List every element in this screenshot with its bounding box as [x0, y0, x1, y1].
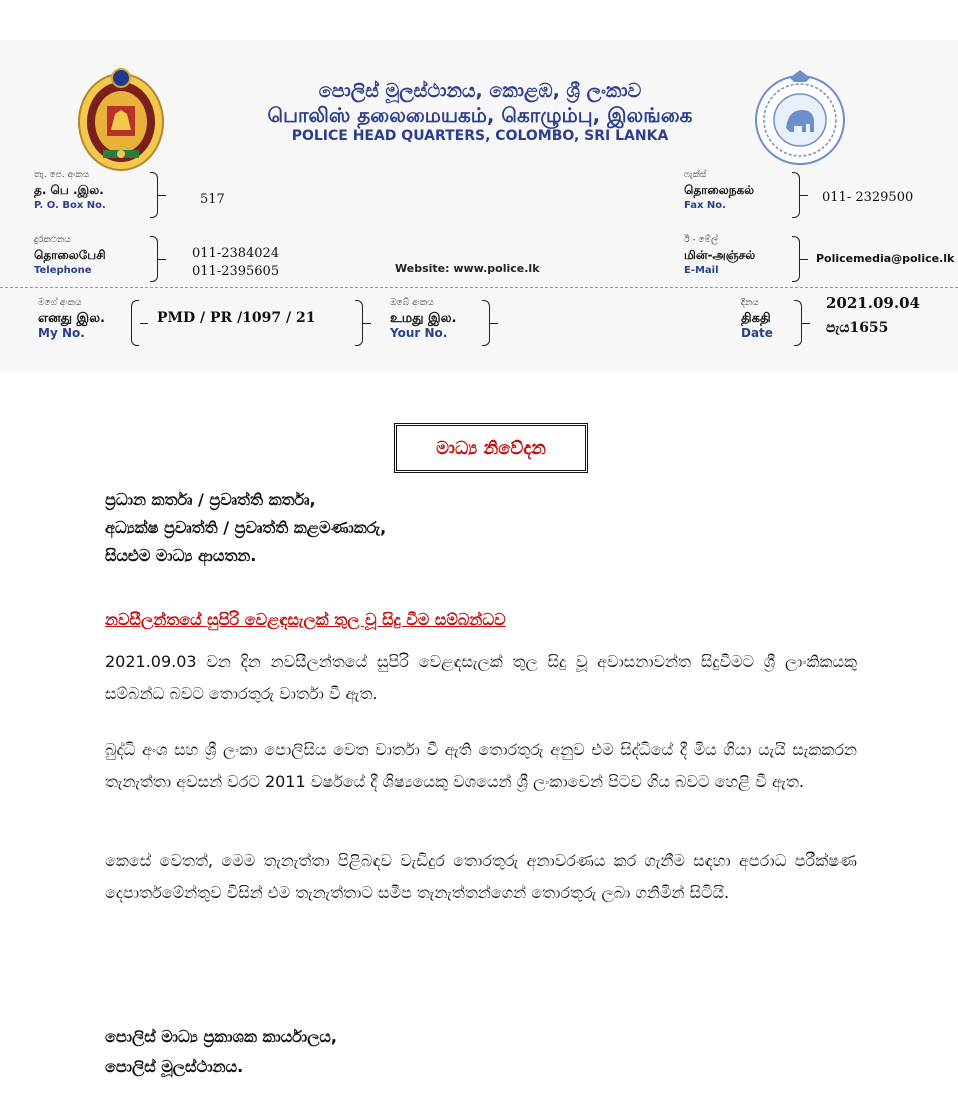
po-box-bracket	[150, 172, 158, 218]
my-no-value: PMD / PR /1097 / 21	[157, 310, 316, 326]
fax-label: ෆැක්ස් தொலைநகல் Fax No.	[684, 170, 755, 211]
paragraph-1: 2021.09.03 වන දින නවසීලන්තයේ සුපිරි වෙළඳසැලක් තුල සිදු වූ අවාසනාවන්ත සිදුවීමට ශ්‍රී ලාංකිකයකු සම්බන්ධ බවට තොරතුරු වාර්තා වී ඇත.	[105, 652, 857, 703]
paragraph-2: බුද්ධි අංශ සහ ශ්‍රී ලංකා පොලිසිය වෙත වාර්තා වී ඇති තොරතුරු අනුව එම සිද්ධියේ දී මිය ගියා යැයි සැකකරන තැනැත්තා අවසන් වරට 2011 වර්ෂයේ දී ශිෂ්‍යයෙකු වශයෙන් ශ්‍රී ලංකාවෙන් පිටව ගිය බවට හෙළි වී ඇත.	[105, 740, 857, 791]
signature-line-1: පොලිස් මාධ්‍ය ප්‍රකාශක කාර්යාලය,	[105, 1027, 337, 1046]
addressee-line-2: අධ්‍යක්ෂ ප්‍රවෘත්ති / ප්‍රවෘත්ති කළමණාකරු,	[105, 518, 387, 537]
media-release-heading: මාධ්‍ය නිවේදන	[436, 437, 546, 459]
telephone-value-1: 011-2384024	[192, 246, 280, 261]
po-box-label: තැ. පෙ. අංකය த. பெ .இல. P. O. Box No.	[34, 170, 106, 211]
your-no-label: ඔබේ අංකය உமது இல. Your No.	[390, 298, 457, 340]
media-release-heading-box	[394, 423, 588, 473]
addressee-block	[105, 486, 386, 570]
email-bracket	[792, 236, 800, 282]
subject-line: නවසීලන්තයේ සුපිරි වෙළඳසැලක් තුල වූ සිදු වීම සම්බන්ධව	[105, 610, 506, 629]
telephone-bracket	[150, 236, 158, 282]
email-value: Policemedia@police.lk	[816, 252, 955, 265]
po-box-value: 517	[200, 192, 225, 207]
date-bracket	[794, 300, 802, 346]
your-no-bracket	[482, 300, 490, 346]
signature-line-2: පොලිස් මූලස්ථානය.	[105, 1057, 244, 1076]
paragraph-3: කෙසේ වෙතත්, මෙම තැනැත්තා පිළිබඳව වැඩිදුර තොරතුරු අනාවරණය කර ගැනීම සඳහා අපරාධ පරීක්ෂණ දෙපාර්තමේන්තුව විසින් එම තැනැත්තාට සමීප තැනැත්තන්ගෙන් තොරතුරු ලබා ගනිමින් සිටියි.	[105, 851, 857, 902]
addressee-line-3: සියළුම මාධ්‍ය ආයතන.	[105, 546, 257, 565]
header-divider	[0, 287, 958, 288]
header-title-sinhala: පොලිස් මූලස්ථානය, කොළඹ, ශ්‍රී ලංකාව	[318, 80, 642, 102]
my-no-bracket-left	[131, 300, 139, 346]
fax-value: 011- 2329500	[822, 190, 914, 205]
date-value: 2021.09.04	[826, 294, 920, 312]
telephone-value-2: 011-2395605	[192, 264, 280, 279]
header-title-english: POLICE HEAD QUARTERS, COLOMBO, SRI LANKA	[291, 128, 669, 144]
my-no-label: මගේ අංකය எனது இல. My No.	[38, 298, 105, 340]
header-title-tamil: பொலிஸ் தலைமையகம், கொழும்பு, இலங்கை	[267, 103, 693, 127]
time-value: පැය1655	[826, 320, 889, 336]
my-no-bracket-right	[355, 300, 363, 346]
email-label: ඊ - මේල් மின்-அஞ்சல் E-Mail	[684, 235, 756, 276]
date-label: දිනය திகதி Date	[741, 298, 773, 340]
signature-block	[105, 1022, 337, 1082]
fax-bracket	[792, 172, 800, 218]
telephone-label: දුරකථනය தொலைபேசி Telephone	[34, 235, 106, 276]
website-text: Website: www.police.lk	[395, 262, 540, 275]
addressee-line-1: ප්‍රධාන කර්තෘ / ප්‍රවෘත්ති කර්තෘ,	[105, 490, 316, 509]
